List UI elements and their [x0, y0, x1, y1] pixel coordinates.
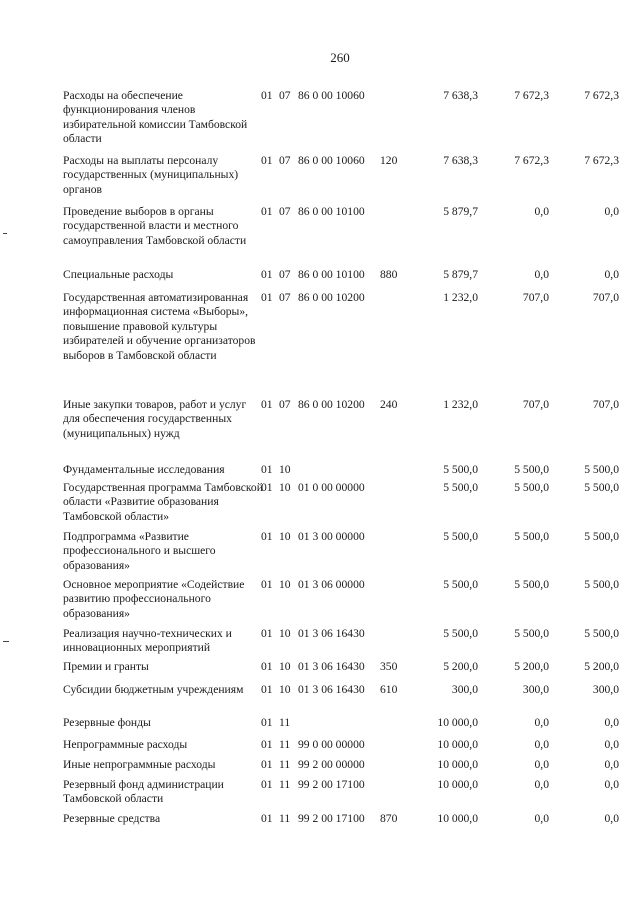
amount-year-1: 10 000,0 [437, 778, 478, 791]
row-label: Фундаментальные исследования [63, 463, 225, 476]
amount-year-2: 5 500,0 [514, 578, 549, 591]
section-code: 01 [261, 716, 273, 729]
subsection-code: 11 [279, 738, 291, 751]
expense-type-code: 880 [380, 268, 398, 281]
amount-year-3: 0,0 [604, 758, 619, 771]
section-code: 01 [261, 778, 273, 791]
amount-year-1: 5 879,7 [443, 268, 478, 281]
program-code: 99 2 00 17100 [298, 778, 365, 791]
program-code: 99 2 00 00000 [298, 758, 365, 771]
section-code: 01 [261, 205, 273, 218]
row-label: Расходы на выплаты персоналу государственных (муниципальных) органов [63, 154, 239, 196]
amount-year-3: 0,0 [604, 205, 619, 218]
amount-year-2: 5 500,0 [514, 481, 549, 494]
program-code: 01 0 00 00000 [298, 481, 365, 494]
amount-year-3: 0,0 [604, 738, 619, 751]
amount-year-1: 5 500,0 [443, 530, 478, 543]
amount-year-2: 0,0 [534, 205, 549, 218]
amount-year-1: 10 000,0 [437, 716, 478, 729]
amount-year-3: 300,0 [592, 683, 619, 696]
amount-year-2: 7 672,3 [514, 154, 549, 167]
program-code: 86 0 00 10200 [298, 291, 365, 304]
amount-year-1: 10 000,0 [437, 738, 478, 751]
expense-type-code: 120 [380, 154, 398, 167]
amount-year-2: 0,0 [534, 778, 549, 791]
subsection-code: 11 [279, 778, 291, 791]
section-code: 01 [261, 463, 273, 476]
section-code: 01 [261, 578, 273, 591]
amount-year-3: 5 500,0 [584, 463, 619, 476]
amount-year-2: 707,0 [522, 398, 549, 411]
amount-year-1: 7 638,3 [443, 89, 478, 102]
margin-mark [3, 641, 9, 642]
subsection-code: 11 [279, 758, 291, 771]
program-code: 86 0 00 10100 [298, 205, 365, 218]
expense-type-code: 240 [380, 398, 398, 411]
row-label: Резервные средства [63, 812, 161, 825]
subsection-code: 10 [279, 481, 291, 494]
section-code: 01 [261, 627, 273, 640]
margin-mark [3, 233, 7, 234]
section-code: 01 [261, 398, 273, 411]
row-label: Государственная программа Тамбовской области «Развитие образования Тамбовской области» [63, 481, 263, 523]
section-code: 01 [261, 683, 273, 696]
amount-year-3: 7 672,3 [584, 89, 619, 102]
program-code: 99 2 00 17100 [298, 812, 365, 825]
amount-year-3: 707,0 [592, 398, 619, 411]
subsection-code: 07 [279, 89, 291, 102]
amount-year-3: 5 500,0 [584, 530, 619, 543]
row-label: Резервные фонды [63, 716, 151, 729]
amount-year-2: 5 500,0 [514, 530, 549, 543]
amount-year-1: 10 000,0 [437, 812, 478, 825]
row-label: Государственная автоматизированная информационная система «Выборы», повышение правовой культуры избирателей и обучение организаторов выборов в Тамбовской области [63, 291, 256, 362]
amount-year-3: 7 672,3 [584, 154, 619, 167]
program-code: 99 0 00 00000 [298, 738, 365, 751]
program-code: 01 3 06 16430 [298, 660, 365, 673]
row-label: Непрограммные расходы [63, 738, 188, 751]
subsection-code: 07 [279, 398, 291, 411]
program-code: 86 0 00 10200 [298, 398, 365, 411]
amount-year-3: 0,0 [604, 716, 619, 729]
subsection-code: 10 [279, 660, 291, 673]
subsection-code: 10 [279, 683, 291, 696]
section-code: 01 [261, 812, 273, 825]
row-label: Расходы на обеспечение функционирования членов избирательной комиссии Тамбовской области [63, 89, 248, 146]
amount-year-1: 1 232,0 [443, 398, 478, 411]
amount-year-3: 5 500,0 [584, 578, 619, 591]
subsection-code: 07 [279, 291, 291, 304]
row-label: Премии и гранты [63, 660, 149, 673]
program-code: 01 3 06 16430 [298, 627, 365, 640]
expense-type-code: 610 [380, 683, 398, 696]
amount-year-1: 1 232,0 [443, 291, 478, 304]
amount-year-2: 7 672,3 [514, 89, 549, 102]
row-label: Иные закупки товаров, работ и услуг для обеспечения государственных (муниципальных) нужд [63, 398, 247, 440]
section-code: 01 [261, 291, 273, 304]
amount-year-3: 5 500,0 [584, 627, 619, 640]
amount-year-1: 5 500,0 [443, 627, 478, 640]
subsection-code: 10 [279, 530, 291, 543]
amount-year-3: 707,0 [592, 291, 619, 304]
expense-type-code: 350 [380, 660, 398, 673]
row-label: Подпрограмма «Развитие профессионального и высшего образования» [63, 530, 216, 572]
section-code: 01 [261, 660, 273, 673]
program-code: 01 3 00 00000 [298, 530, 365, 543]
amount-year-2: 0,0 [534, 758, 549, 771]
program-code: 01 3 06 00000 [298, 578, 365, 591]
amount-year-2: 0,0 [534, 268, 549, 281]
program-code: 86 0 00 10100 [298, 268, 365, 281]
section-code: 01 [261, 481, 273, 494]
row-label: Проведение выборов в органы государственной власти и местного самоуправления Тамбовской области [63, 205, 247, 247]
section-code: 01 [261, 738, 273, 751]
subsection-code: 07 [279, 154, 291, 167]
subsection-code: 10 [279, 463, 291, 476]
amount-year-1: 7 638,3 [443, 154, 478, 167]
row-label: Резервный фонд администрации Тамбовской области [63, 778, 224, 806]
amount-year-2: 0,0 [534, 716, 549, 729]
amount-year-2: 707,0 [522, 291, 549, 304]
program-code: 86 0 00 10060 [298, 89, 365, 102]
program-code: 01 3 06 16430 [298, 683, 365, 696]
row-label: Иные непрограммные расходы [63, 758, 216, 771]
amount-year-2: 300,0 [522, 683, 549, 696]
amount-year-3: 0,0 [604, 778, 619, 791]
amount-year-1: 300,0 [451, 683, 478, 696]
row-label: Основное мероприятие «Содействие развитию профессионального образования» [63, 578, 245, 620]
amount-year-1: 10 000,0 [437, 758, 478, 771]
subsection-code: 10 [279, 627, 291, 640]
row-label: Субсидии бюджетным учреждениям [63, 683, 244, 696]
row-label: Реализация научно-технических и инновационных мероприятий [63, 627, 232, 655]
section-code: 01 [261, 758, 273, 771]
subsection-code: 11 [279, 812, 291, 825]
amount-year-1: 5 500,0 [443, 578, 478, 591]
subsection-code: 11 [279, 716, 291, 729]
subsection-code: 07 [279, 268, 291, 281]
amount-year-3: 5 200,0 [584, 660, 619, 673]
subsection-code: 07 [279, 205, 291, 218]
section-code: 01 [261, 530, 273, 543]
amount-year-3: 0,0 [604, 812, 619, 825]
amount-year-2: 0,0 [534, 812, 549, 825]
expense-type-code: 870 [380, 812, 398, 825]
section-code: 01 [261, 268, 273, 281]
section-code: 01 [261, 89, 273, 102]
section-code: 01 [261, 154, 273, 167]
amount-year-2: 5 500,0 [514, 463, 549, 476]
amount-year-1: 5 200,0 [443, 660, 478, 673]
amount-year-1: 5 500,0 [443, 481, 478, 494]
amount-year-1: 5 879,7 [443, 205, 478, 218]
page-number: 260 [330, 50, 350, 65]
amount-year-1: 5 500,0 [443, 463, 478, 476]
amount-year-2: 5 200,0 [514, 660, 549, 673]
amount-year-2: 0,0 [534, 738, 549, 751]
amount-year-3: 5 500,0 [584, 481, 619, 494]
subsection-code: 10 [279, 578, 291, 591]
amount-year-3: 0,0 [604, 268, 619, 281]
row-label: Специальные расходы [63, 268, 174, 281]
amount-year-2: 5 500,0 [514, 627, 549, 640]
program-code: 86 0 00 10060 [298, 154, 365, 167]
